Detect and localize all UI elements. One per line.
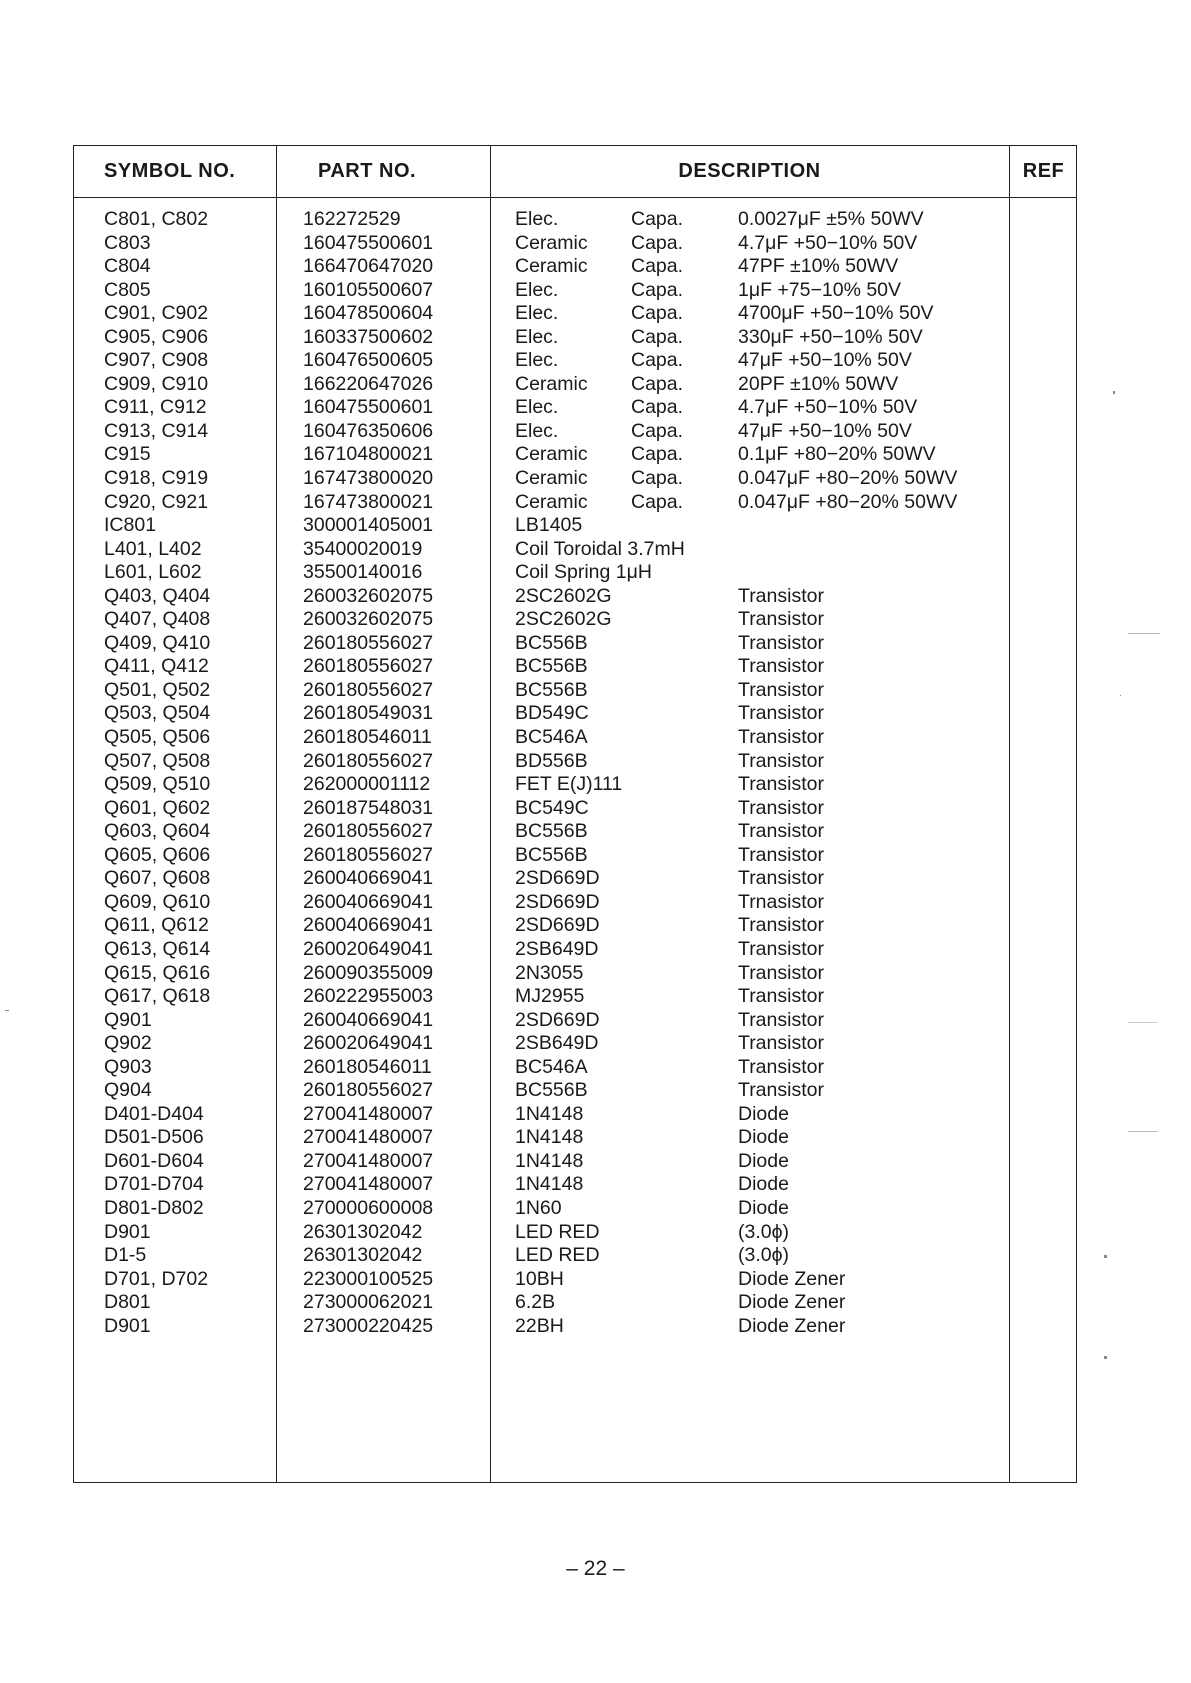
row-description-spec: Diode (738, 1126, 789, 1149)
row-description-type: 6.2B (515, 1291, 556, 1314)
row-description-spec: Transistor (738, 867, 824, 890)
row-symbol: Q603, Q604 (104, 820, 211, 843)
row-symbol: D601-D604 (104, 1149, 204, 1172)
row-part-no: 260040669041 (303, 914, 434, 937)
row-description-spec: Transistor (738, 1079, 824, 1102)
row-part-no: 26301302042 (303, 1244, 423, 1267)
table-row (74, 1197, 1076, 1221)
row-description-spec: 47μF +50−10% 50V (738, 419, 912, 442)
row-part-no: 260180556027 (303, 1079, 434, 1102)
table-row (74, 820, 1076, 844)
row-description-kind: Capa. (631, 349, 684, 372)
table-row (74, 1291, 1076, 1315)
row-part-no: 35500140016 (303, 561, 423, 584)
row-symbol: C801, C802 (104, 208, 209, 230)
table-row (74, 632, 1076, 656)
row-description-kind: Capa. (631, 255, 684, 278)
scan-speck (1104, 1356, 1107, 1359)
row-part-no: 162272529 (303, 208, 401, 230)
row-description-spec: 4700μF +50−10% 50V (738, 302, 934, 325)
row-description-type: 1N4148 (515, 1126, 584, 1149)
row-part-no: 260180556027 (303, 843, 434, 866)
row-symbol: L601, L602 (104, 561, 202, 584)
row-symbol: Q615, Q616 (104, 961, 211, 984)
row-symbol: C907, C908 (104, 349, 209, 372)
table-row (74, 255, 1076, 279)
header-part-no: PART NO. (318, 160, 417, 182)
row-description-spec: 330μF +50−10% 50V (738, 325, 923, 348)
row-description-type: 1N4148 (515, 1102, 584, 1125)
row-symbol: Q901 (104, 1008, 152, 1031)
row-description-type: LED RED (515, 1220, 600, 1243)
table-row (74, 797, 1076, 821)
row-description-type: 1N60 (515, 1196, 562, 1219)
row-description-spec: Diode (738, 1196, 789, 1219)
row-symbol: Q407, Q408 (104, 608, 211, 631)
row-description-spec: Diode (738, 1149, 789, 1172)
table-row (74, 608, 1076, 632)
row-description-type: BC549C (515, 796, 589, 819)
table-row (74, 491, 1076, 515)
table-row (74, 585, 1076, 609)
row-description-spec: 0.047μF +80−20% 50WV (738, 467, 958, 490)
row-symbol: L401, L402 (104, 537, 202, 560)
row-symbol: C805 (104, 278, 151, 301)
row-description-type: Elec. (515, 278, 559, 301)
row-symbol: Q505, Q506 (104, 726, 211, 749)
row-description-type: 2N3055 (515, 961, 584, 984)
row-part-no: 260180556027 (303, 631, 434, 654)
row-description-spec: Transistor (738, 914, 824, 937)
row-description-spec: 0.1μF +80−20% 50WV (738, 443, 936, 466)
row-part-no: 160337500602 (303, 325, 434, 348)
row-description-kind: Capa. (631, 372, 684, 395)
row-description-spec: Diode (738, 1173, 789, 1196)
row-description-type: 1N4148 (515, 1149, 584, 1172)
row-description-type: BC556B (515, 1079, 588, 1102)
row-description-type: Elec. (515, 208, 559, 230)
row-part-no: 270000600008 (303, 1196, 434, 1219)
table-row (74, 373, 1076, 397)
row-part-no: 167104800021 (303, 443, 434, 466)
row-description-kind: Capa. (631, 396, 684, 419)
row-description-type: BD556B (515, 749, 588, 772)
row-part-no: 260090355009 (303, 961, 434, 984)
row-description-spec: Transistor (738, 1032, 824, 1055)
page-number: – 22 – (566, 1557, 625, 1580)
row-description-spec: Transistor (738, 631, 824, 654)
row-description-type: Ceramic (515, 443, 588, 466)
row-symbol: Q902 (104, 1032, 152, 1055)
row-part-no: 300001405001 (303, 514, 434, 537)
row-description-type: MJ2955 (515, 985, 585, 1008)
row-description-type: Elec. (515, 349, 559, 372)
row-description-type: 2SC2602G (515, 608, 612, 631)
row-part-no: 260187548031 (303, 796, 434, 819)
row-description-spec: 0.047μF +80−20% 50WV (738, 490, 958, 513)
table-row (74, 938, 1076, 962)
row-description-spec: Diode Zener (738, 1267, 846, 1290)
row-description-spec: 47PF ±10% 50WV (738, 255, 899, 278)
table-row (74, 985, 1076, 1009)
row-part-no: 260040669041 (303, 890, 434, 913)
row-description-spec: Transistor (738, 985, 824, 1008)
row-description-spec: Trnasistor (738, 890, 824, 913)
row-part-no: 160476350606 (303, 419, 434, 442)
scan-speck (1104, 1255, 1107, 1258)
row-symbol: C804 (104, 255, 151, 278)
row-symbol: C920, C921 (104, 490, 209, 513)
row-description-spec: Transistor (738, 749, 824, 772)
row-part-no: 273000220425 (303, 1314, 434, 1337)
table-row (74, 420, 1076, 444)
table-row (74, 279, 1076, 303)
row-symbol: Q609, Q610 (104, 890, 211, 913)
table-row (74, 232, 1076, 256)
table-row (74, 443, 1076, 467)
row-symbol: Q904 (104, 1079, 152, 1102)
row-symbol: C909, C910 (104, 372, 209, 395)
row-description-type: Elec. (515, 396, 559, 419)
row-description-type: BC556B (515, 655, 588, 678)
table-row (74, 1126, 1076, 1150)
row-symbol: C911, C912 (104, 396, 207, 419)
row-part-no: 223000100525 (303, 1267, 434, 1290)
row-description-kind: Capa. (631, 325, 684, 348)
row-part-no: 262000001112 (303, 773, 431, 796)
row-description-spec: Transistor (738, 1055, 824, 1078)
row-part-no: 160475500601 (303, 231, 434, 254)
row-part-no: 260180556027 (303, 820, 434, 843)
row-part-no: 260222955003 (303, 985, 434, 1008)
row-symbol: D801-D802 (104, 1196, 204, 1219)
row-description-spec: Diode Zener (738, 1291, 846, 1314)
row-symbol: Q411, Q412 (104, 655, 209, 678)
row-part-no: 270041480007 (303, 1102, 434, 1125)
table-row (74, 302, 1076, 326)
table-row (74, 1244, 1076, 1268)
row-part-no: 270041480007 (303, 1149, 434, 1172)
row-description-type: BC546A (515, 1055, 588, 1078)
row-description-spec: Transistor (738, 678, 824, 701)
row-description-type: Coil Toroidal 3.7mH (515, 537, 685, 560)
row-symbol: C905, C906 (104, 325, 209, 348)
row-symbol: Q617, Q618 (104, 985, 211, 1008)
row-part-no: 270041480007 (303, 1173, 434, 1196)
row-description-spec: 1μF +75−10% 50V (738, 278, 902, 301)
row-symbol: D901 (104, 1220, 151, 1243)
row-description-type: BC556B (515, 843, 588, 866)
table-row (74, 914, 1076, 938)
table-body (74, 208, 1076, 1338)
row-part-no: 260040669041 (303, 867, 434, 890)
row-description-type: 2SD669D (515, 914, 600, 937)
row-description-spec: Transistor (738, 702, 824, 725)
row-description-type: Elec. (515, 325, 559, 348)
row-description-spec: Diode (738, 1102, 789, 1125)
row-description-spec: Transistor (738, 961, 824, 984)
row-description-type: LED RED (515, 1244, 600, 1267)
row-part-no: 260180546011 (303, 726, 432, 749)
row-symbol: D701-D704 (104, 1173, 204, 1196)
row-description-type: Ceramic (515, 372, 588, 395)
row-symbol: D701, D702 (104, 1267, 209, 1290)
row-symbol: C913, C914 (104, 419, 209, 442)
row-description-spec: 4.7μF +50−10% 50V (738, 396, 918, 419)
row-description-kind: Capa. (631, 302, 684, 325)
row-description-spec: 47μF +50−10% 50V (738, 349, 912, 372)
row-symbol: Q409, Q410 (104, 631, 211, 654)
row-description-spec: Transistor (738, 1008, 824, 1031)
row-description-type: 10BH (515, 1267, 564, 1290)
scan-speck (1128, 1131, 1158, 1132)
row-description-type: Ceramic (515, 467, 588, 490)
row-description-spec: Transistor (738, 820, 824, 843)
row-part-no: 260180556027 (303, 678, 434, 701)
row-description-spec: Transistor (738, 843, 824, 866)
table-row (74, 1032, 1076, 1056)
row-description-type: BC556B (515, 678, 588, 701)
table-row (74, 679, 1076, 703)
table-row (74, 514, 1076, 538)
table-row (74, 655, 1076, 679)
row-description-type: BD549C (515, 702, 589, 725)
table-row (74, 208, 1076, 232)
row-symbol: Q509, Q510 (104, 773, 211, 796)
row-symbol: Q611, Q612 (104, 914, 209, 937)
row-description-kind: Capa. (631, 490, 684, 513)
table-row (74, 1009, 1076, 1033)
row-part-no: 260032602075 (303, 608, 434, 631)
row-part-no: 160476500605 (303, 349, 434, 372)
row-part-no: 160105500607 (303, 278, 434, 301)
row-part-no: 35400020019 (303, 537, 423, 560)
table-row (74, 702, 1076, 726)
row-symbol: D801 (104, 1291, 151, 1314)
row-description-kind: Capa. (631, 208, 684, 230)
row-symbol: Q403, Q404 (104, 584, 211, 607)
row-description-kind: Capa. (631, 419, 684, 442)
header-divider (74, 197, 1076, 198)
row-description-spec: 4.7μF +50−10% 50V (738, 231, 918, 254)
row-description-type: 2SB649D (515, 1032, 599, 1055)
row-description-type: BC546A (515, 726, 588, 749)
row-description-type: 2SD669D (515, 1008, 600, 1031)
table-row (74, 326, 1076, 350)
parts-list-table (73, 145, 1077, 1483)
table-row (74, 750, 1076, 774)
scan-speck (1120, 695, 1121, 696)
row-description-type: Ceramic (515, 490, 588, 513)
row-part-no: 260040669041 (303, 1008, 434, 1031)
row-symbol: Q607, Q608 (104, 867, 211, 890)
table-row (74, 561, 1076, 585)
row-symbol: D401-D404 (104, 1102, 204, 1125)
row-description-type: Elec. (515, 302, 559, 325)
table-row (74, 349, 1076, 373)
table-row (74, 1268, 1076, 1292)
row-description-type: 2SD669D (515, 867, 600, 890)
row-description-kind: Capa. (631, 278, 684, 301)
row-part-no: 26301302042 (303, 1220, 423, 1243)
table-row (74, 1221, 1076, 1245)
header-ref: REF (1022, 160, 1065, 182)
row-description-type: 2SC2602G (515, 584, 612, 607)
header-symbol-no: SYMBOL NO. (104, 160, 236, 182)
row-symbol: D1-5 (104, 1244, 147, 1267)
table-row (74, 467, 1076, 491)
row-part-no: 160475500601 (303, 396, 434, 419)
scan-speck (1128, 633, 1160, 634)
table-row (74, 1150, 1076, 1174)
row-symbol: Q613, Q614 (104, 937, 211, 960)
row-description-type: 1N4148 (515, 1173, 584, 1196)
scan-speck (5, 1010, 9, 1011)
row-part-no: 166470647020 (303, 255, 434, 278)
row-part-no: 260180549031 (303, 702, 434, 725)
row-description-type: Coil Spring 1μH (515, 561, 652, 584)
row-description-spec: Transistor (738, 655, 824, 678)
row-description-spec: Transistor (738, 608, 824, 631)
row-symbol: Q605, Q606 (104, 843, 211, 866)
table-row (74, 1056, 1076, 1080)
row-symbol: C803 (104, 231, 151, 254)
row-symbol: C915 (104, 443, 151, 466)
header-description: DESCRIPTION (678, 160, 821, 182)
row-description-type: Ceramic (515, 255, 588, 278)
row-part-no: 270041480007 (303, 1126, 434, 1149)
table-row (74, 1079, 1076, 1103)
row-description-type: BC556B (515, 631, 588, 654)
row-description-type: 22BH (515, 1314, 564, 1337)
row-description-spec: Transistor (738, 937, 824, 960)
row-symbol: D901 (104, 1314, 151, 1337)
row-description-spec: Transistor (738, 726, 824, 749)
table-row (74, 726, 1076, 750)
row-part-no: 260180556027 (303, 749, 434, 772)
table-row (74, 538, 1076, 562)
row-symbol: Q507, Q508 (104, 749, 211, 772)
row-symbol: C901, C902 (104, 302, 209, 325)
row-description-kind: Capa. (631, 231, 684, 254)
row-part-no: 160478500604 (303, 302, 434, 325)
row-description-spec: Diode Zener (738, 1314, 846, 1337)
row-description-spec: 20PF ±10% 50WV (738, 372, 899, 395)
row-part-no: 273000062021 (303, 1291, 434, 1314)
table-row (74, 962, 1076, 986)
row-symbol: Q601, Q602 (104, 796, 211, 819)
row-description-type: Elec. (515, 419, 559, 442)
row-symbol: Q503, Q504 (104, 702, 211, 725)
scan-speck (1128, 1022, 1158, 1023)
row-description-kind: Capa. (631, 443, 684, 466)
row-part-no: 260020649041 (303, 1032, 434, 1055)
row-part-no: 260020649041 (303, 937, 434, 960)
row-description-spec: (3.0ϕ) (738, 1220, 790, 1243)
table-row (74, 867, 1076, 891)
table-row (74, 1103, 1076, 1127)
row-part-no: 167473800021 (303, 490, 434, 513)
row-part-no: 166220647026 (303, 372, 434, 395)
row-part-no: 167473800020 (303, 467, 434, 490)
table-row (74, 1315, 1076, 1339)
row-symbol: Q903 (104, 1055, 152, 1078)
table-row (74, 773, 1076, 797)
row-part-no: 260032602075 (303, 584, 434, 607)
row-description-type: BC556B (515, 820, 588, 843)
row-description-spec: 0.0027μF ±5% 50WV (738, 208, 924, 230)
row-description-spec: Transistor (738, 796, 824, 819)
table-row (74, 1173, 1076, 1197)
row-part-no: 260180546011 (303, 1055, 432, 1078)
row-symbol: Q501, Q502 (104, 678, 211, 701)
row-description-spec: (3.0ϕ) (738, 1244, 790, 1267)
row-description-type: 2SB649D (515, 937, 599, 960)
row-description-type: LB1405 (515, 514, 583, 537)
table-row (74, 396, 1076, 420)
scan-speck (1113, 391, 1115, 394)
table-row (74, 844, 1076, 868)
row-description-type: 2SD669D (515, 890, 600, 913)
row-symbol: D501-D506 (104, 1126, 204, 1149)
row-symbol: C918, C919 (104, 467, 209, 490)
row-description-kind: Capa. (631, 467, 684, 490)
row-description-spec: Transistor (738, 773, 824, 796)
row-description-type: Ceramic (515, 231, 588, 254)
row-description-type: FET E(J)111 (515, 773, 623, 796)
table-row (74, 891, 1076, 915)
row-symbol: IC801 (104, 514, 157, 537)
row-description-spec: Transistor (738, 584, 824, 607)
row-part-no: 260180556027 (303, 655, 434, 678)
